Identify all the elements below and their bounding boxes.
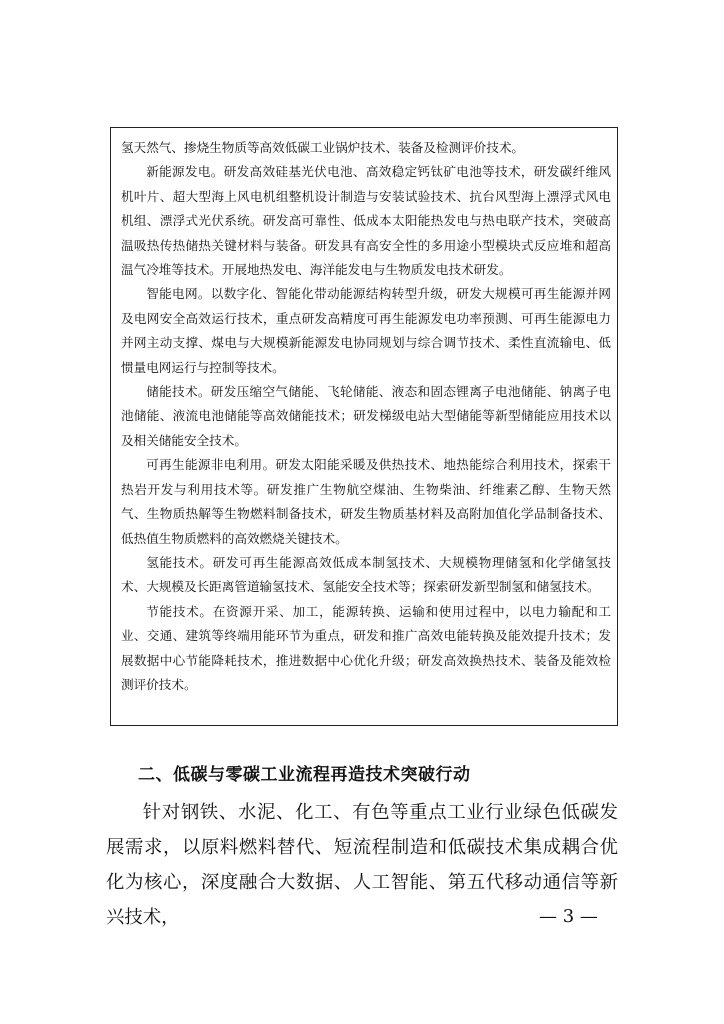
box-paragraph-energy-storage: 储能技术。研发压缩空气储能、飞轮储能、液态和固态锂离子电池储能、钠离子电池储能、液流电池储能等高效储能技术；研发梯级电站大型储能等新型储能应用技术以及相关储能安全技术。 <box>121 384 611 448</box>
section-body-paragraph: 针对钢铁、水泥、化工、有色等重点工业行业绿色低碳发展需求，以原料燃料替代、短流程制造和低碳技术集成耦合优化为核心，深度融合大数据、人工智能、第五代移动通信等新兴技术， <box>106 802 618 928</box>
box-paragraph-new-energy: 新能源发电。研发高效硅基光伏电池、高效稳定钙钛矿电池等技术，研发碳纤维风机叶片、超大型海上风电机组整机设计制造与安装试验技术、抗台风型海上漂浮式风电机组、漂浮式光伏系统。研发高可靠性、低成本太阳能热发电与热电联产技术，突破高温吸热传热储热关键材料与装备。研发具有高安全性的多用途小型模块式反应堆和超高温气冷堆等技术。开展地热发电、海洋能发电与生物质发电技术研发。 <box>121 164 611 278</box>
box-paragraph-continued: 氢天然气、掺烧生物质等高效低碳工业锅炉技术、装备及检测评价技术。 <box>121 140 524 155</box>
boxed-content <box>110 127 618 726</box>
page-number: — 3 — <box>539 906 598 927</box>
box-paragraph-energy-saving: 节能技术。在资源开采、加工，能源转换、运输和使用过程中，以电力输配和工业、交通、建筑等终端用能环节为重点，研发和推广高效电能转换及能效提升技术；发展数据中心节能降耗技术，推进数据中心优化升级；研发高效换热技术、装备及能效检测评价技术。 <box>121 603 611 692</box>
section-heading: 二、低碳与零碳工业流程再造技术突破行动 <box>138 765 471 785</box>
box-paragraph-smart-grid: 智能电网。以数字化、智能化带动能源结构转型升级，研发大规模可再生能源并网及电网安全高效运行技术，重点研发高精度可再生能源发电功率预测、可再生能源电力并网主动支撑、煤电与大规模新能源发电协同规划与综合调节技术、柔性直流输电、低惯量电网运行与控制等技术。 <box>121 286 611 375</box>
box-paragraph-renewable-non-electric: 可再生能源非电利用。研发太阳能采暖及供热技术、地热能综合利用技术，探索干热岩开发与利用技术等。研发推广生物航空煤油、生物柴油、纤维素乙醇、生物天然气、生物质热解等生物燃料制备技术，研发生物质基材料及高附加值化学品制备技术、低热值生物质燃料的高效燃烧关键技术。 <box>121 457 611 546</box>
box-paragraph-hydrogen: 氢能技术。研发可再生能源高效低成本制氢技术、大规模物理储氢和化学储氢技术、大规模及长距离管道输氢技术、氢能安全技术等；探索研发新型制氢和储氢技术。 <box>121 554 611 595</box>
